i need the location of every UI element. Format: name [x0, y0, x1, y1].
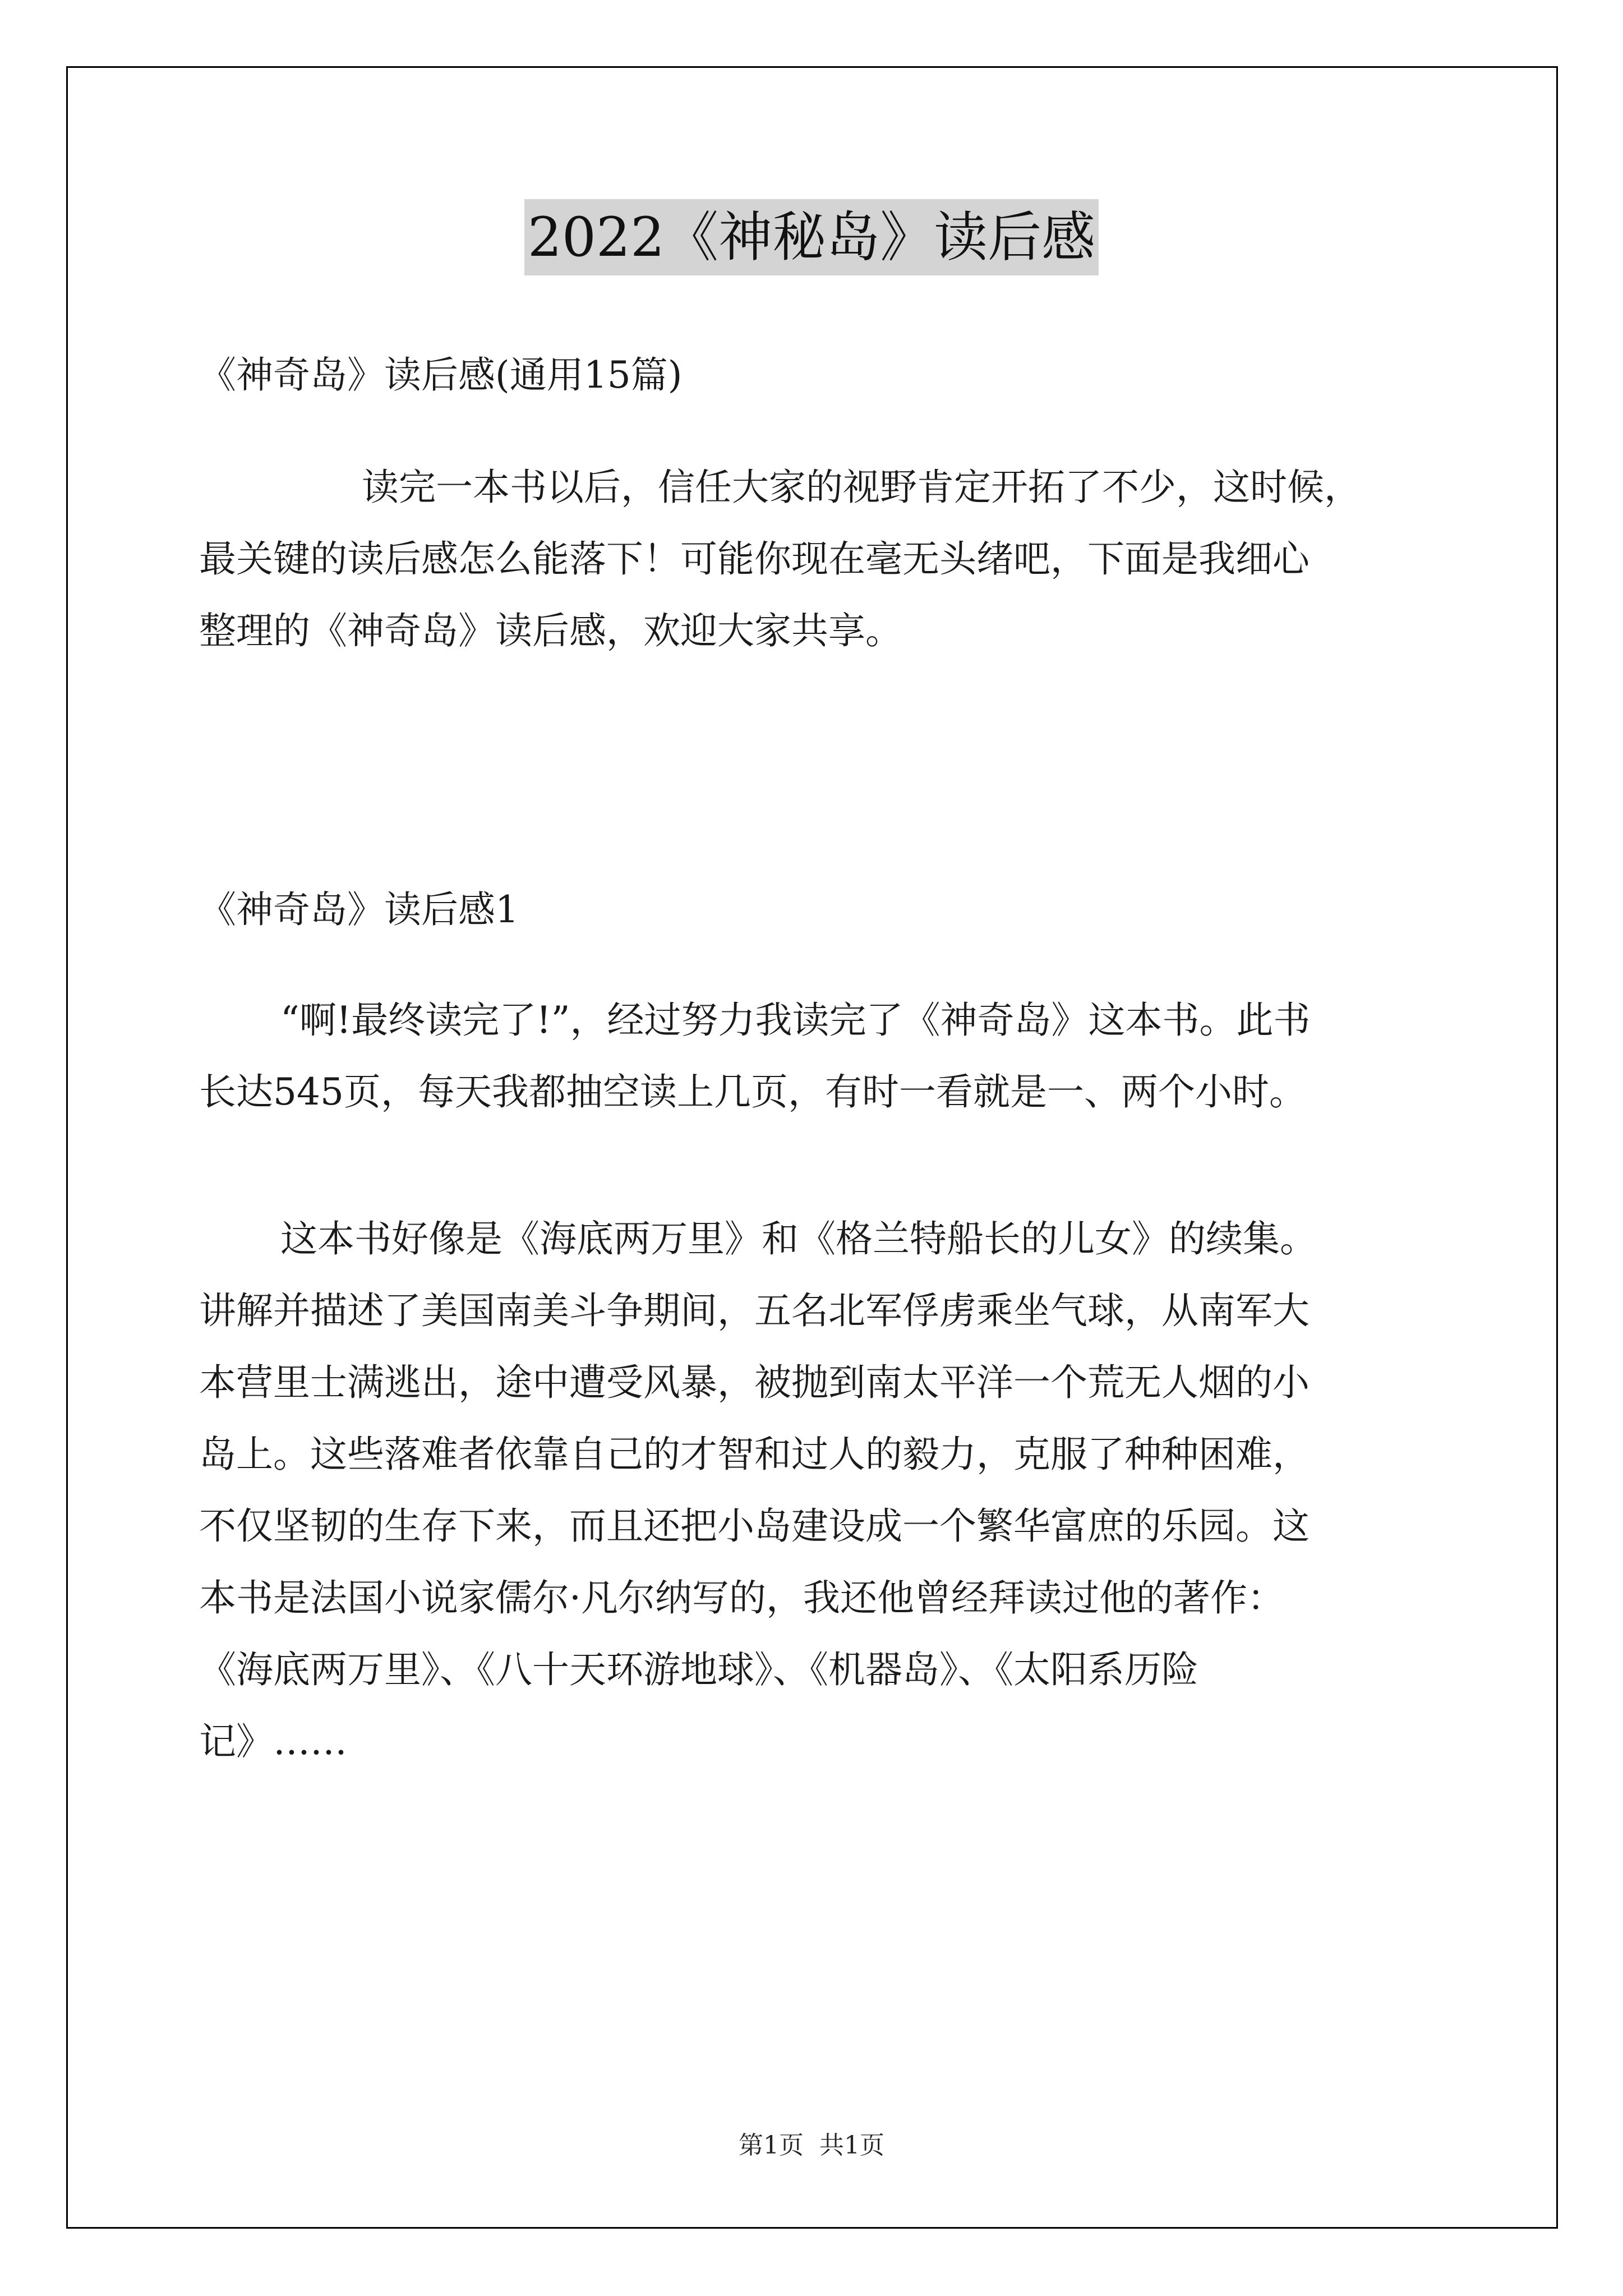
- intro-line: 最关键的读后感怎么能落下！可能你现在毫无头绪吧，下面是我细心: [199, 537, 1310, 581]
- intro-line: 整理的《神奇岛》读后感，欢迎大家共享。: [199, 609, 902, 652]
- document-subtitle: [199, 339, 1433, 411]
- paragraph-line: 记》……: [199, 1720, 347, 1763]
- paragraph-line: 讲解并描述了美国南美斗争期间，五名北军俘虏乘坐气球，从南军大: [199, 1289, 1310, 1332]
- page-number: 第1页: [739, 2131, 804, 2160]
- intro-line: 读完一本书以后，信任大家的视野肯定开拓了不少，这时候，: [362, 466, 1361, 509]
- paragraph-line: 这本书好像是《海底两万里》和《格兰特船长的儿女》的续集。: [280, 1217, 1317, 1260]
- paragraph-line: 《海底两万里》、《八十天环游地球》、《机器岛》、《太阳系历险: [199, 1648, 1198, 1691]
- section-1-heading: 《神奇岛》读后感1: [199, 888, 519, 931]
- page-total: 共1页: [819, 2131, 884, 2160]
- paragraph-line: 本书是法国小说家儒尔·凡尔纳写的，我还他曾经拜读过他的著作：: [199, 1576, 1284, 1619]
- section-heading: [199, 874, 1433, 946]
- paragraph-line: 长达545页，每天我都抽空读上几页，有时一看就是一、两个小时。: [199, 1070, 1306, 1114]
- section-1-paragraph-1: [199, 984, 1433, 1128]
- paragraph-line: 不仅坚韧的生存下来，而且还把小岛建设成一个繁华富庶的乐园。这: [199, 1504, 1310, 1548]
- paragraph-line: “啊!最终读完了!”，经过努力我读完了《神奇岛》这本书。此书: [280, 999, 1311, 1042]
- title-container: [0, 199, 1623, 275]
- paragraph-line: 岛上。这些落难者依靠自己的才智和过人的毅力，克服了种种困难，: [199, 1433, 1310, 1476]
- paragraph-line: 本营里士满逃出，途中遭受风暴，被抛到南太平洋一个荒无人烟的小: [199, 1361, 1310, 1404]
- document-title: 2022《神秘岛》读后感: [524, 199, 1099, 275]
- intro-paragraph: [199, 452, 1433, 667]
- subtitle-line: 《神奇岛》读后感(通用15篇): [199, 353, 683, 397]
- page-footer: [0, 2129, 1623, 2162]
- section-1-paragraph-2: [199, 1203, 1433, 1778]
